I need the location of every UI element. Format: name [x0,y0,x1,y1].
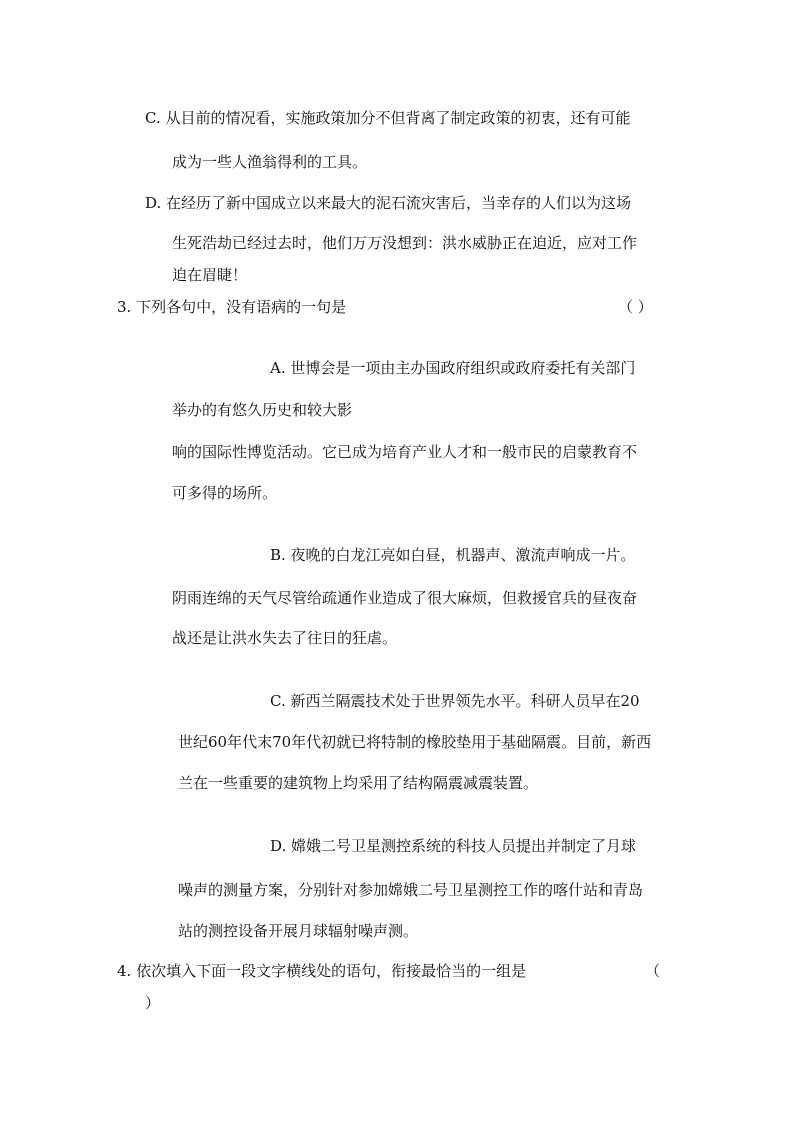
q2-option-d-line2: 生死浩劫已经过去时，他们万万没想到：洪水威胁正在迫近，应对工作 [172,234,638,252]
q4-answer-bracket-close: ） [145,994,161,1012]
q4-answer-bracket-open: （ [645,962,661,980]
q2-option-d-line1: D. 在经历了新中国成立以来最大的泥石流灾害后，当幸存的人们以为这场 [145,194,632,212]
q3-option-a-line3: 响的国际性博览活动。它已成为培育产业人才和一般市民的启蒙教育不 [172,443,638,461]
q3-option-d-line1: D. 嫦娥二号卫星测控系统的科技人员提出并制定了月球 [270,837,637,855]
q2-option-d-line3: 迫在眉睫！ [172,266,248,284]
q3-option-a-line2: 举办的有悠久历史和较大影 [172,401,353,419]
q3-option-b-line2: 阴雨连绵的天气尽管给疏通作业造成了很大麻烦，但救援官兵的昼夜奋 [172,589,638,607]
q3-option-a-line4: 可多得的场所。 [172,484,278,502]
q3-option-a-line1: A. 世博会是一项由主办国政府组织或政府委托有关部门 [270,359,636,377]
q2-option-c-line1: C. 从目前的情况看，实施政策加分不但背离了制定政策的初衷，还有可能 [145,109,631,127]
q3-option-c-line3: 兰在一些重要的建筑物上均采用了结构隔震减震装置。 [178,774,539,792]
q4-stem: 4. 依次填入下面一段文字横线处的语句，衔接最恰当的一组是 [117,962,527,980]
q3-option-c-line2: 世纪60年代末70年代初就已将特制的橡胶垫用于基础隔震。目前，新西 [178,733,652,751]
q3-option-d-line3: 站的测控设备开展月球辐射噪声测。 [178,922,419,940]
q3-option-b-line1: B. 夜晚的白龙江亮如白昼，机器声、激流声响成一片。 [270,546,636,564]
q2-option-c-line2: 成为一些人渔翁得利的工具。 [172,153,368,171]
q3-option-c-line1: C. 新西兰隔震技术处于世界领先水平。科研人员早在20 [270,692,640,710]
q3-answer-bracket: （ ） [618,298,653,316]
q3-option-d-line2: 噪声的测量方案，分别针对参加嫦娥二号卫星测控工作的喀什站和青岛 [178,881,644,899]
q3-stem: 3. 下列各句中，没有语病的一句是 [117,298,347,316]
q3-option-b-line3: 战还是让洪水失去了往日的狂虐。 [172,629,398,647]
